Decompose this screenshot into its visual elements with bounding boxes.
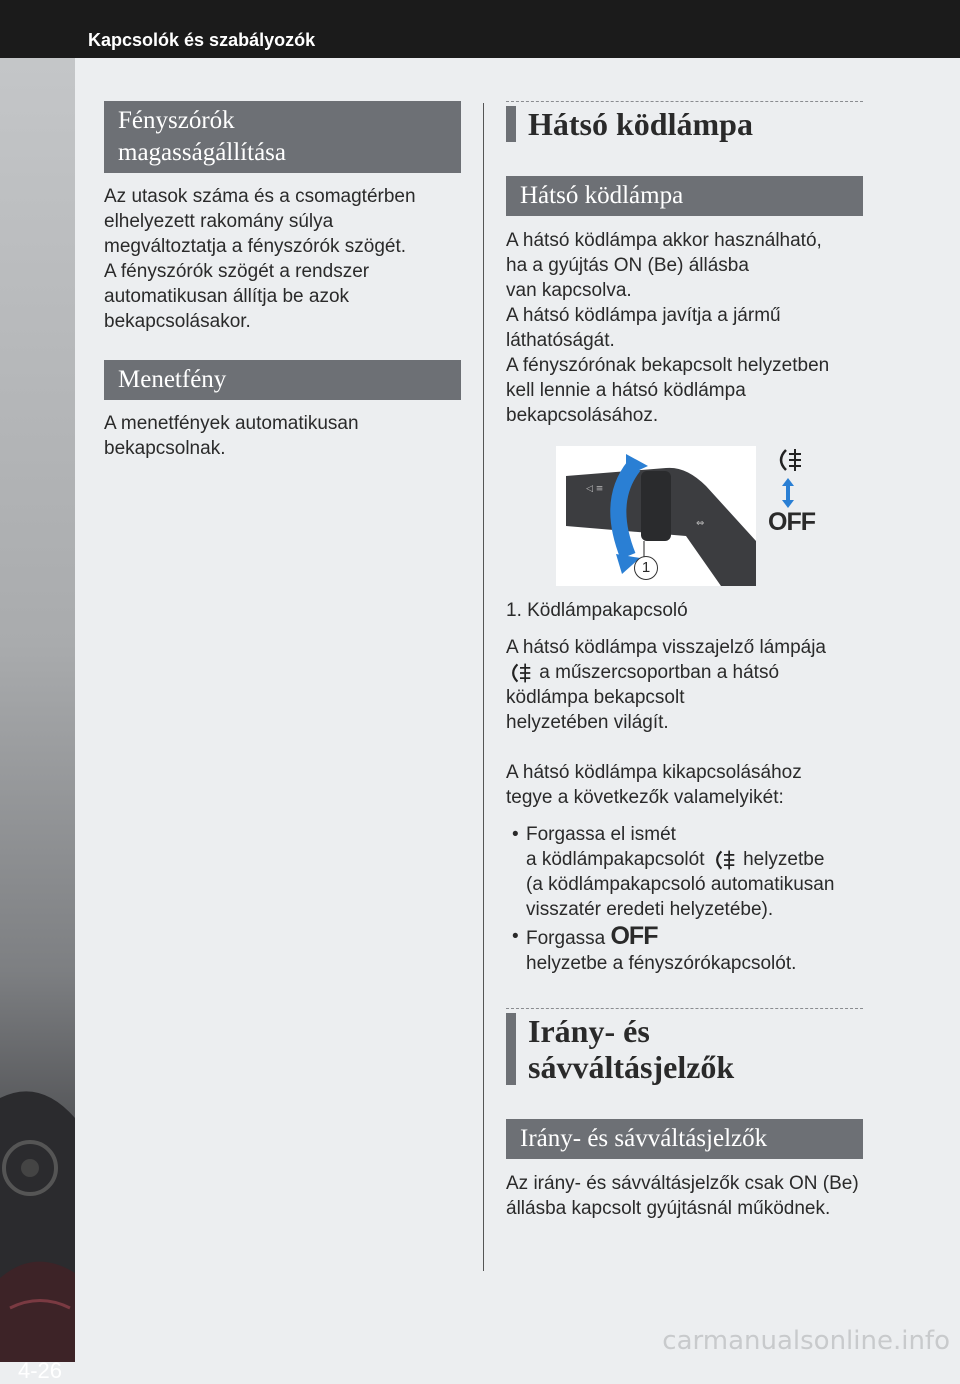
bullet-line: helyzetbe a fényszórókapcsolót. xyxy=(526,953,797,974)
body-line: A hátsó ködlámpa akkor használható, xyxy=(506,230,822,251)
callout-number: 1 xyxy=(634,556,658,580)
body-line: A hátsó ködlámpa kikapcsolásához xyxy=(506,762,802,783)
body-line: ködlámpa bekapcsolt xyxy=(506,687,685,708)
column-divider xyxy=(483,103,484,1271)
list-item xyxy=(506,924,863,976)
section-heading-turn-signals: Irány- és sávváltásjelzők xyxy=(506,1119,863,1159)
bullet-line: (a ködlámpakapcsoló automatikusan xyxy=(526,874,835,895)
chapter-section-title xyxy=(506,1013,863,1085)
rear-fog-indicator-icon xyxy=(506,661,534,685)
rear-fog-icon xyxy=(710,848,738,872)
body-line: állásba kapcsolt gyújtásnál működnek. xyxy=(506,1198,831,1219)
body-line: kell lennie a hátsó ködlámpa xyxy=(506,380,746,401)
section-heading-daytime-running-lights: Menetfény xyxy=(104,360,461,400)
turn-off-paragraph xyxy=(506,760,863,810)
body-line: helyzetében világít. xyxy=(506,712,669,733)
dashboard-image xyxy=(0,1058,75,1362)
title-line: Irány- és xyxy=(528,1013,650,1049)
indicator-paragraph xyxy=(506,635,863,735)
sidebar-photo xyxy=(0,58,75,1383)
updown-arrow-icon xyxy=(781,478,795,508)
body-line: van kapcsolva. xyxy=(506,280,632,301)
body-text: a műszercsoportban a hátsó xyxy=(539,662,780,683)
bullet-text: Forgassa xyxy=(526,928,606,949)
off-label: OFF xyxy=(768,508,815,536)
dotted-rule xyxy=(506,1008,863,1009)
section-body xyxy=(104,184,461,334)
body-line: Az utasok száma és a csomagtérben xyxy=(104,186,416,207)
bullet-text: helyzetbe xyxy=(743,849,825,870)
heading-line: Fényszórók xyxy=(118,107,235,134)
rear-fog-icon xyxy=(774,446,804,474)
body-line: automatikusan állítja be azok xyxy=(104,286,350,307)
section-body xyxy=(104,411,461,461)
bullet-line: visszatér eredeti helyzetébe). xyxy=(526,899,774,920)
chapter-title: Kapcsolók és szabályozók xyxy=(88,30,316,50)
section-body xyxy=(506,1171,863,1221)
body-line: A hátsó ködlámpa javítja a jármű xyxy=(506,305,781,326)
watermark: carmanualsonline.info xyxy=(662,1326,950,1356)
dotted-rule xyxy=(506,101,863,102)
body-line: A hátsó ködlámpa visszajelző lámpája xyxy=(506,637,827,658)
body-line: A fényszórónak bekapcsolt helyzetben xyxy=(506,355,830,376)
body-line: bekapcsolásához. xyxy=(506,405,659,426)
left-column xyxy=(104,101,461,461)
bullet-line xyxy=(526,847,863,872)
right-column xyxy=(506,101,863,1221)
bullet-text: a ködlámpakapcsolót xyxy=(526,849,705,870)
chapter-section-title: Hátsó ködlámpa xyxy=(506,106,863,142)
section-heading-headlight-leveling xyxy=(104,101,461,173)
body-line: tegye a következők valamelyikét: xyxy=(506,787,784,808)
off-symbol: OFF xyxy=(610,922,658,950)
bullet-line: • Forgassa el ismét xyxy=(526,824,676,845)
svg-text:⇔: ⇔ xyxy=(696,518,705,529)
title-line: sávváltásjelzők xyxy=(528,1049,735,1085)
body-line: bekapcsolásakor. xyxy=(104,311,251,332)
svg-text:◁ ≡: ◁ ≡ xyxy=(586,484,604,494)
list-item xyxy=(506,822,863,922)
figure-caption: 1. Ködlámpakapcsoló xyxy=(506,600,688,621)
bullet-list xyxy=(506,822,863,976)
heading-line: magasságállítása xyxy=(118,139,286,166)
body-line: A fényszórók szögét a rendszer xyxy=(104,261,370,282)
body-line: láthatóságát. xyxy=(506,330,615,351)
body-line: A menetfények automatikusan xyxy=(104,413,359,434)
body-line: megváltoztatja a fényszórók szögét. xyxy=(104,236,407,257)
body-line: bekapcsolnak. xyxy=(104,438,226,459)
body-line: Az irány- és sávváltásjelzők csak ON (Be) xyxy=(506,1173,859,1194)
body-line xyxy=(506,660,863,685)
fog-switch-figure xyxy=(506,446,863,596)
page-number: 4-26 xyxy=(18,1358,63,1383)
bullet-line xyxy=(526,924,863,951)
body-line: elhelyezett rakomány súlya xyxy=(104,211,334,232)
intro-text xyxy=(506,228,863,428)
top-bar xyxy=(0,0,960,58)
section-heading-rear-fog: Hátsó ködlámpa xyxy=(506,176,863,216)
body-line: ha a gyújtás ON (Be) állásba xyxy=(506,255,749,276)
